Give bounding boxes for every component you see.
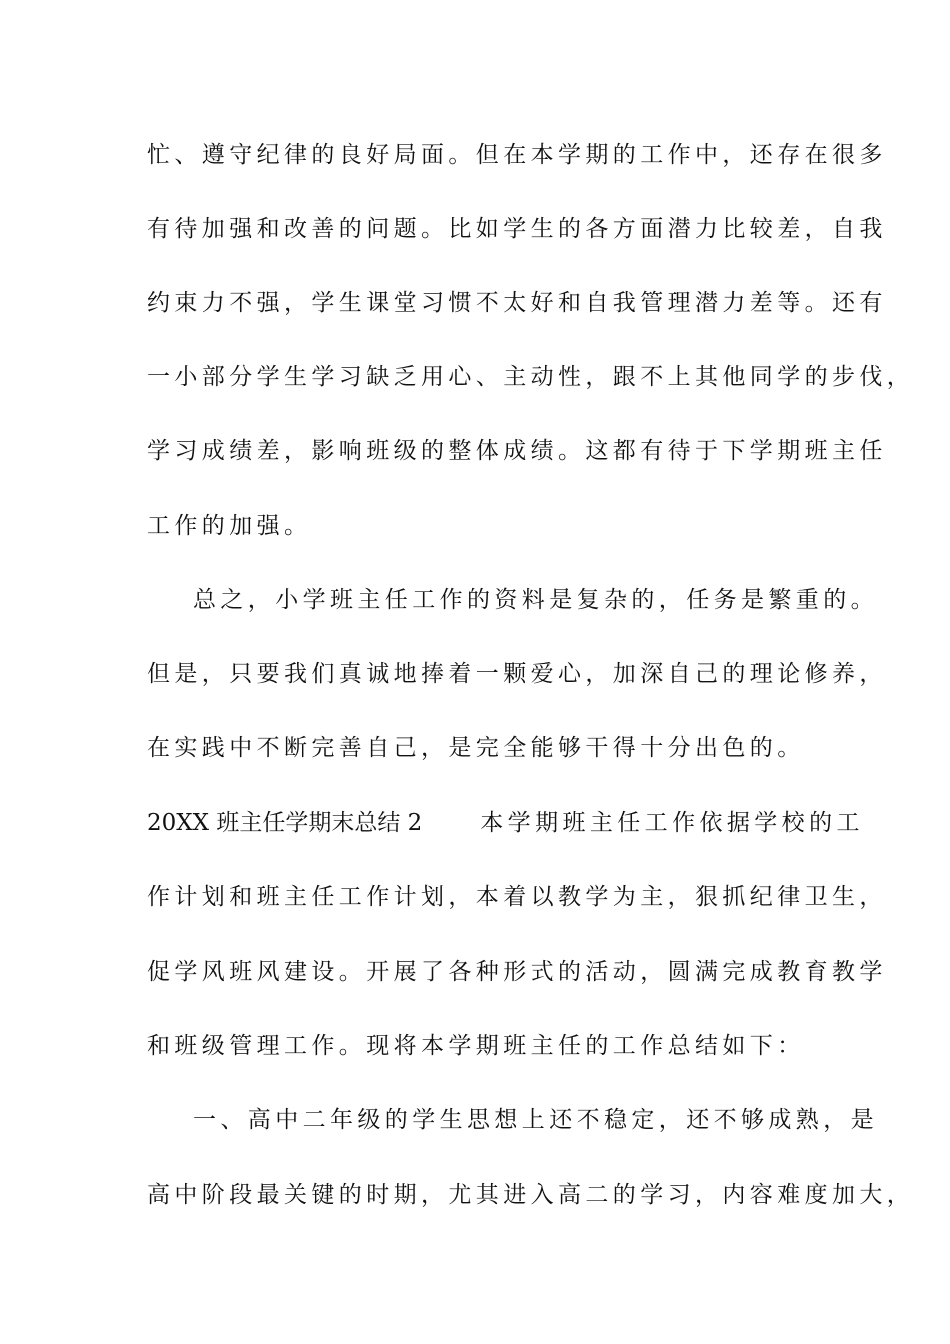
paragraph-line: 高中阶段最关键的时期，尤其进入高二的学习，内容难度加大，: [147, 1182, 915, 1208]
section-intro: 本学期班主任工作依据学校的工: [480, 810, 864, 836]
paragraph-line: 工作的加强。: [147, 513, 312, 539]
paragraph-line: 忙、遵守纪律的良好局面。但在本学期的工作中，还存在很多: [147, 142, 887, 168]
section-heading-line: [147, 808, 864, 838]
paragraph-line: 一小部分学生学习缺乏用心、主动性，跟不上其他同学的步伐，: [147, 364, 915, 390]
paragraph-line: 但是，只要我们真诚地捧着一颗爱心，加深自己的理论修养，: [147, 661, 887, 687]
paragraph-line: 促学风班风建设。开展了各种形式的活动，圆满完成教育教学: [147, 959, 887, 985]
section-title: 20XX 班主任学期末总结 2: [147, 810, 423, 836]
paragraph-line: 约束力不强，学生课堂习惯不太好和自我管理潜力差等。还有: [147, 290, 887, 316]
paragraph-line: 作计划和班主任工作计划，本着以教学为主，狠抓纪律卫生，: [147, 884, 887, 910]
paragraph-line: 和班级管理工作。现将本学期班主任的工作总结如下：: [147, 1033, 805, 1059]
paragraph-line: 总之，小学班主任工作的资料是复杂的，任务是繁重的。: [193, 587, 878, 613]
paragraph-line: 一、高中二年级的学生思想上还不稳定，还不够成熟，是: [193, 1107, 878, 1133]
paragraph-line: 学习成绩差，影响班级的整体成绩。这都有待于下学期班主任: [147, 438, 887, 464]
paragraph-line: 在实践中不断完善自己，是完全能够干得十分出色的。: [147, 735, 805, 761]
paragraph-line: 有待加强和改善的问题。比如学生的各方面潜力比较差，自我: [147, 216, 887, 242]
